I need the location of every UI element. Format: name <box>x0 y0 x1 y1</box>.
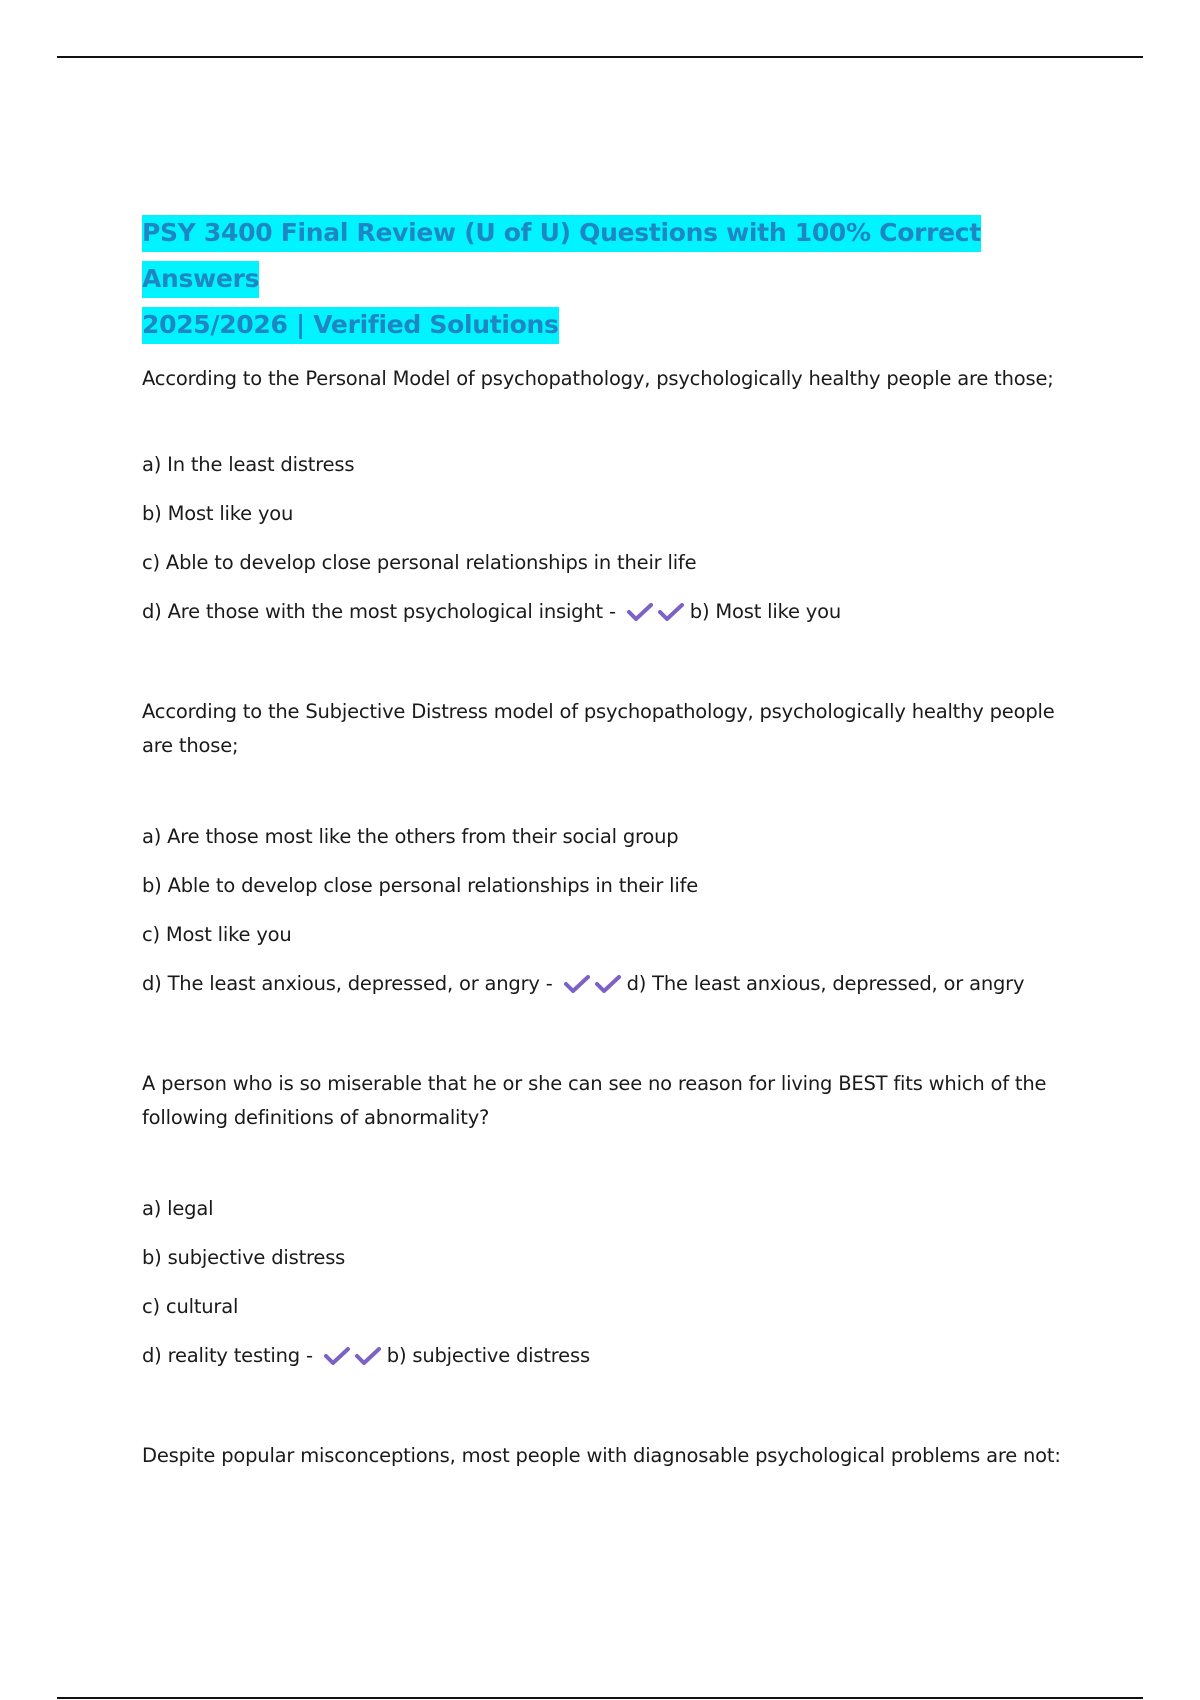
question-2-option-c: c) Most like you <box>142 923 292 946</box>
document-title <box>142 210 1062 348</box>
question-2-option-d-with-answer <box>142 971 1062 997</box>
question-1-answer: b) Most like you <box>689 600 841 623</box>
question-3-answer: b) subjective distress <box>386 1344 590 1367</box>
question-3-text: A person who is so miserable that he or she can see no reason for living BEST fits which of the following definitions of abnormality? <box>142 1072 1047 1129</box>
question-1-option-c: c) Able to develop close personal relationships in their life <box>142 551 697 574</box>
question-2-options <box>142 824 1062 997</box>
title-line-2: 2025/2026 | Verified Solutions <box>142 307 559 344</box>
question-3-option-a: a) legal <box>142 1197 214 1220</box>
question-1-option-d: d) Are those with the most psychological insight - <box>142 600 616 623</box>
question-3-option-d-with-answer <box>142 1343 1062 1369</box>
question-1-option-a: a) In the least distress <box>142 453 355 476</box>
question-1-option-b: b) Most like you <box>142 502 294 525</box>
question-2-text: According to the Subjective Distress model of psychopathology, psychologically healthy people are those; <box>142 700 1055 757</box>
document-body <box>142 210 1062 1473</box>
question-3-option-c: c) cultural <box>142 1295 239 1318</box>
question-2-answer: d) The least anxious, depressed, or angry <box>626 972 1025 995</box>
question-3-option-d: d) reality testing - <box>142 1344 313 1367</box>
question-1-options <box>142 452 1062 625</box>
question-3-options <box>142 1196 1062 1369</box>
question-4-text: Despite popular misconceptions, most people with diagnosable psychological problems are not: <box>142 1444 1061 1467</box>
question-3-option-b: b) subjective distress <box>142 1246 346 1269</box>
question-2-option-d: d) The least anxious, depressed, or angry - <box>142 972 553 995</box>
footer-rule <box>57 1697 1143 1699</box>
question-2-option-a: a) Are those most like the others from their social group <box>142 825 679 848</box>
question-2-option-b: b) Able to develop close personal relationships in their life <box>142 874 699 897</box>
double-check-icon <box>563 973 625 995</box>
double-check-icon <box>626 601 688 623</box>
title-line-1: PSY 3400 Final Review (U of U) Questions with 100% Correct Answers <box>142 215 981 298</box>
header-rule <box>57 56 1143 58</box>
question-1-text: According to the Personal Model of psychopathology, psychologically healthy people are those; <box>142 367 1054 390</box>
question-1-option-d-with-answer <box>142 599 1062 625</box>
double-check-icon <box>323 1345 385 1367</box>
